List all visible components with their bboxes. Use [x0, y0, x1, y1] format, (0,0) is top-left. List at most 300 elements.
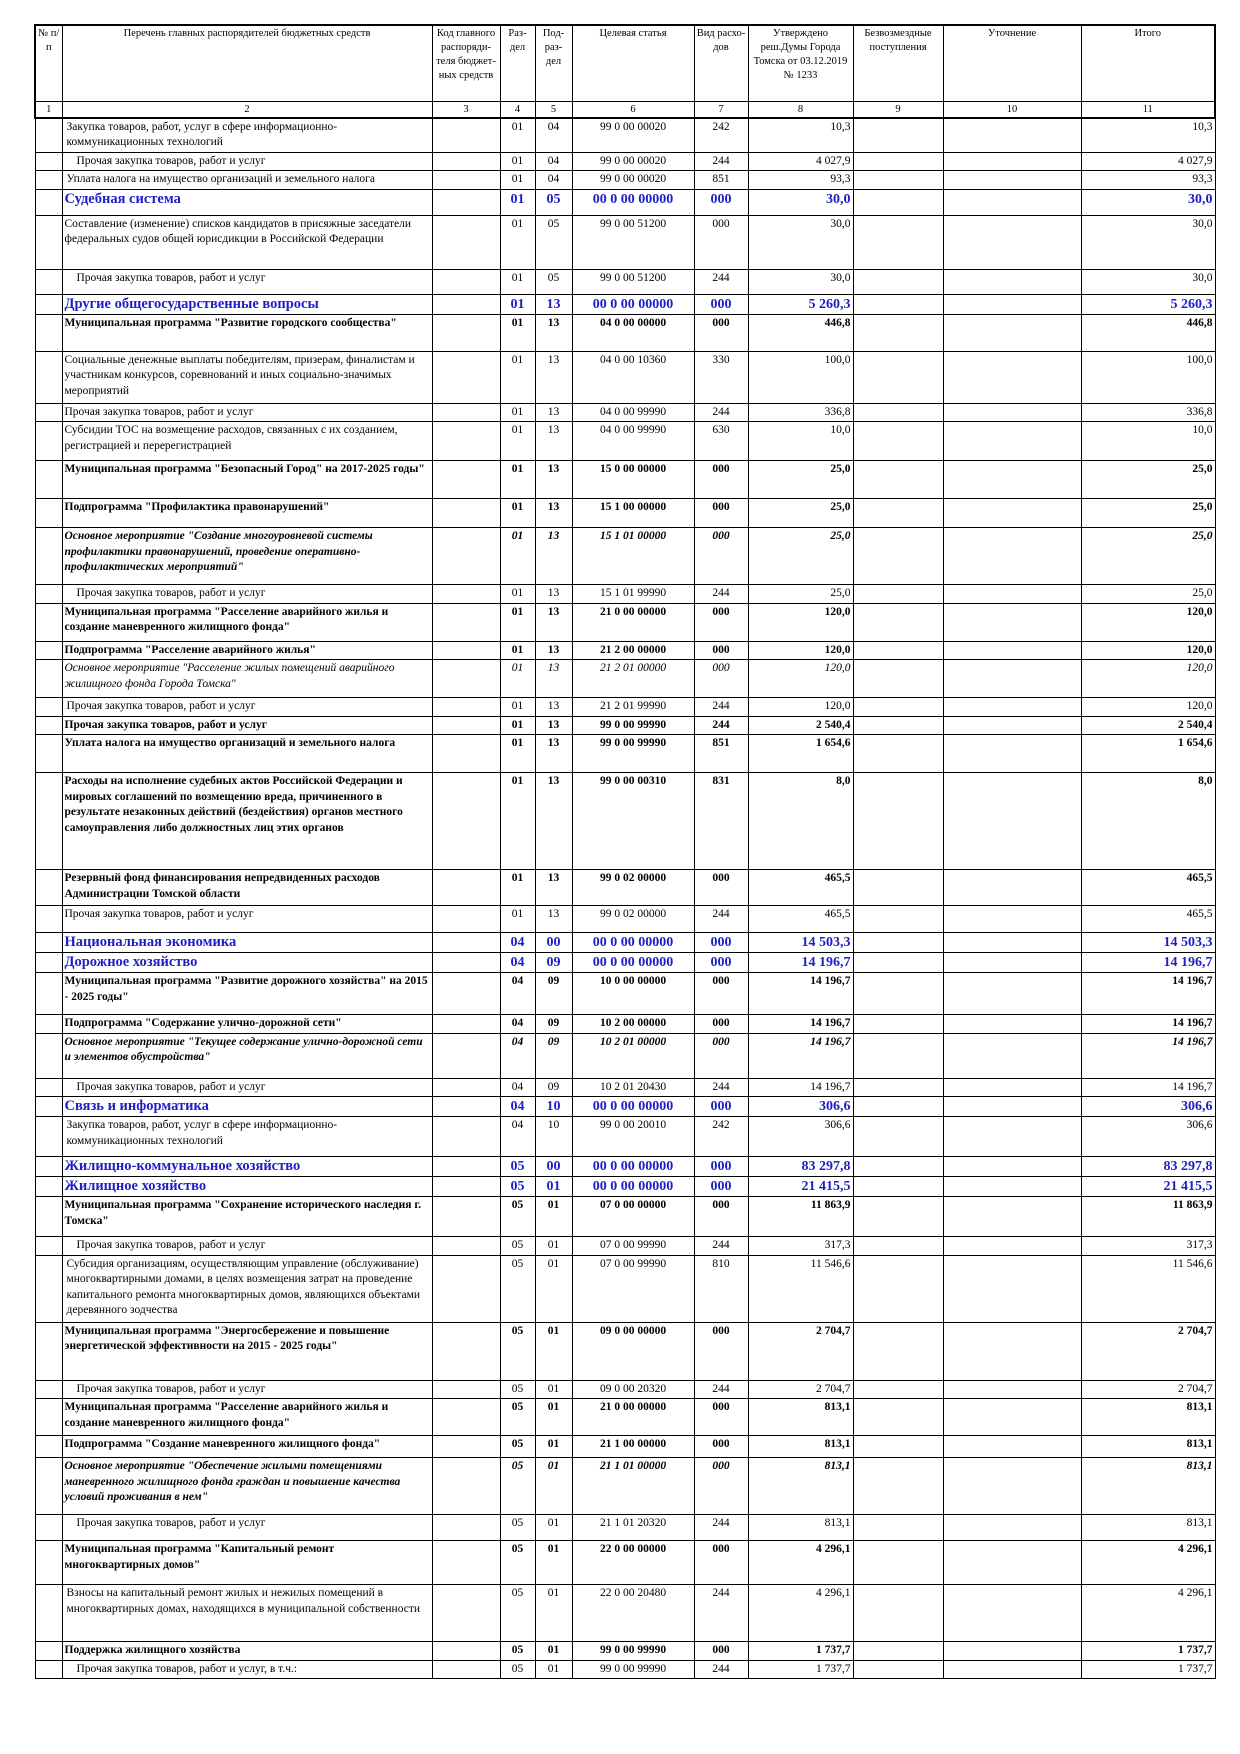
cell-distributor-code	[432, 1322, 500, 1380]
cell-total: 813,1	[1081, 1458, 1215, 1515]
cell-item-name: Основное мероприятие "Текущее содержание улично-дорожной сети и элементов обустройства"	[62, 1033, 432, 1078]
cell-distributor-code	[432, 953, 500, 973]
cell-distributor-code	[432, 1541, 500, 1585]
cell-distributor-code	[432, 1097, 500, 1117]
cell-subsection: 01	[535, 1255, 572, 1322]
cell-subsection: 13	[535, 499, 572, 528]
cell-distributor-code	[432, 1515, 500, 1541]
cell-target-article: 04 0 00 00000	[572, 314, 694, 351]
cell-item-name: Жилищно-коммунальное хозяйство	[62, 1157, 432, 1177]
cell-approved: 2 540,4	[748, 716, 853, 735]
cell-distributor-code	[432, 1380, 500, 1399]
cell-distributor-code	[432, 1237, 500, 1256]
table-row	[35, 1255, 1215, 1322]
cell-approved: 120,0	[748, 641, 853, 660]
cell-clarification	[943, 422, 1081, 461]
cell-clarification	[943, 118, 1081, 153]
cell-expense-type: 000	[694, 933, 748, 953]
cell-expense-type: 000	[694, 1458, 748, 1515]
cell-item-name: Прочая закупка товаров, работ и услуг	[62, 1515, 432, 1541]
cell-target-article: 21 1 01 20320	[572, 1515, 694, 1541]
table-row	[35, 1237, 1215, 1256]
cell-subsection: 13	[535, 870, 572, 906]
cell-distributor-code	[432, 118, 500, 153]
cell-item-name: Муниципальная программа "Расселение аварийного жилья и создание маневренного жилищного фонда"	[62, 603, 432, 641]
cell-subsection: 04	[535, 152, 572, 171]
cell-section: 01	[500, 351, 535, 403]
cell-free-receipts	[853, 1515, 943, 1541]
cell-expense-type: 851	[694, 735, 748, 773]
cell-approved: 11 546,6	[748, 1255, 853, 1322]
cell-total: 306,6	[1081, 1097, 1215, 1117]
cell-approved: 5 260,3	[748, 294, 853, 314]
cell-subsection: 13	[535, 716, 572, 735]
cell-clarification	[943, 1117, 1081, 1157]
cell-number	[35, 461, 62, 499]
table-row	[35, 660, 1215, 698]
cell-subsection: 01	[535, 1380, 572, 1399]
cell-section: 05	[500, 1237, 535, 1256]
cell-subsection: 13	[535, 351, 572, 403]
cell-free-receipts	[853, 1015, 943, 1034]
cell-distributor-code	[432, 660, 500, 698]
cell-subsection: 01	[535, 1642, 572, 1661]
cell-target-article: 15 0 00 00000	[572, 461, 694, 499]
cell-clarification	[943, 1436, 1081, 1458]
cell-clarification	[943, 1541, 1081, 1585]
cell-target-article: 09 0 00 20320	[572, 1380, 694, 1399]
cell-item-name: Прочая закупка товаров, работ и услуг	[62, 1237, 432, 1256]
cell-free-receipts	[853, 933, 943, 953]
cell-free-receipts	[853, 351, 943, 403]
cell-clarification	[943, 1458, 1081, 1515]
cell-subsection: 13	[535, 314, 572, 351]
cell-subsection: 13	[535, 294, 572, 314]
cell-total: 25,0	[1081, 499, 1215, 528]
cell-expense-type: 000	[694, 641, 748, 660]
cell-total: 11 863,9	[1081, 1197, 1215, 1237]
cell-section: 01	[500, 641, 535, 660]
cell-approved: 14 196,7	[748, 953, 853, 973]
cell-number	[35, 314, 62, 351]
cell-item-name: Прочая закупка товаров, работ и услуг	[62, 1078, 432, 1097]
cell-free-receipts	[853, 461, 943, 499]
cell-section: 01	[500, 189, 535, 215]
cell-expense-type: 244	[694, 1078, 748, 1097]
cell-item-name: Другие общегосударственные вопросы	[62, 294, 432, 314]
cell-item-name: Уплата налога на имущество организаций и земельного налога	[62, 735, 432, 773]
cell-target-article: 10 2 00 00000	[572, 1015, 694, 1034]
cell-item-name: Подпрограмма "Создание маневренного жилищного фонда"	[62, 1436, 432, 1458]
cell-approved: 336,8	[748, 403, 853, 422]
cell-section: 05	[500, 1399, 535, 1436]
cell-item-name: Муниципальная программа "Развитие городского сообщества"	[62, 314, 432, 351]
cell-distributor-code	[432, 1660, 500, 1679]
cell-target-article: 99 0 02 00000	[572, 906, 694, 933]
cell-number	[35, 1436, 62, 1458]
cell-free-receipts	[853, 1322, 943, 1380]
cell-expense-type: 851	[694, 171, 748, 190]
cell-item-name: Национальная экономика	[62, 933, 432, 953]
cell-free-receipts	[853, 773, 943, 870]
cell-total: 11 546,6	[1081, 1255, 1215, 1322]
cell-free-receipts	[853, 403, 943, 422]
cell-section: 05	[500, 1660, 535, 1679]
cell-number	[35, 1458, 62, 1515]
cell-clarification	[943, 1585, 1081, 1642]
cell-item-name: Субсидии ТОС на возмещение расходов, связанных с их созданием, регистрацией и перерегистрацией	[62, 422, 432, 461]
cell-total: 306,6	[1081, 1117, 1215, 1157]
cell-number	[35, 1033, 62, 1078]
cell-item-name: Закупка товаров, работ, услуг в сфере информационно-коммуникационных технологий	[62, 118, 432, 153]
cell-total: 25,0	[1081, 461, 1215, 499]
cell-expense-type: 000	[694, 1436, 748, 1458]
cell-free-receipts	[853, 1585, 943, 1642]
cell-target-article: 07 0 00 00000	[572, 1197, 694, 1237]
cell-approved: 120,0	[748, 660, 853, 698]
table-row	[35, 973, 1215, 1015]
table-row	[35, 933, 1215, 953]
table-row	[35, 1541, 1215, 1585]
cell-clarification	[943, 351, 1081, 403]
table-body	[35, 118, 1215, 1679]
cell-approved: 30,0	[748, 215, 853, 269]
cell-number	[35, 171, 62, 190]
cell-target-article: 00 0 00 00000	[572, 953, 694, 973]
cell-section: 05	[500, 1380, 535, 1399]
cell-section: 04	[500, 1033, 535, 1078]
cell-subsection: 13	[535, 698, 572, 717]
cell-subsection: 09	[535, 1033, 572, 1078]
cell-section: 01	[500, 461, 535, 499]
cell-total: 813,1	[1081, 1515, 1215, 1541]
cell-approved: 11 863,9	[748, 1197, 853, 1237]
cell-item-name: Прочая закупка товаров, работ и услуг	[62, 585, 432, 604]
cell-distributor-code	[432, 1078, 500, 1097]
cell-target-article: 07 0 00 99990	[572, 1255, 694, 1322]
cell-target-article: 00 0 00 00000	[572, 1097, 694, 1117]
cell-section: 01	[500, 215, 535, 269]
cell-approved: 813,1	[748, 1458, 853, 1515]
cell-distributor-code	[432, 641, 500, 660]
cell-target-article: 99 0 00 00020	[572, 171, 694, 190]
cell-section: 05	[500, 1642, 535, 1661]
cell-subsection: 00	[535, 933, 572, 953]
cell-target-article: 00 0 00 00000	[572, 1157, 694, 1177]
budget-table	[34, 24, 1216, 1679]
cell-distributor-code	[432, 585, 500, 604]
table-row	[35, 603, 1215, 641]
table-row	[35, 585, 1215, 604]
cell-free-receipts	[853, 171, 943, 190]
cell-clarification	[943, 1177, 1081, 1197]
cell-number	[35, 189, 62, 215]
cell-subsection: 01	[535, 1399, 572, 1436]
table-row	[35, 906, 1215, 933]
cell-target-article: 21 2 01 99990	[572, 698, 694, 717]
cell-clarification	[943, 314, 1081, 351]
cell-free-receipts	[853, 528, 943, 585]
cell-item-name: Прочая закупка товаров, работ и услуг	[62, 698, 432, 717]
table-row	[35, 314, 1215, 351]
cell-target-article: 21 1 00 00000	[572, 1436, 694, 1458]
cell-approved: 306,6	[748, 1097, 853, 1117]
cell-number	[35, 641, 62, 660]
cell-item-name: Закупка товаров, работ, услуг в сфере информационно-коммуникационных технологий	[62, 1117, 432, 1157]
cell-number	[35, 215, 62, 269]
cell-approved: 120,0	[748, 603, 853, 641]
cell-expense-type: 000	[694, 1399, 748, 1436]
cell-clarification	[943, 1015, 1081, 1034]
cell-item-name: Прочая закупка товаров, работ и услуг	[62, 906, 432, 933]
cell-total: 336,8	[1081, 403, 1215, 422]
cell-total: 465,5	[1081, 906, 1215, 933]
cell-distributor-code	[432, 461, 500, 499]
cell-clarification	[943, 698, 1081, 717]
cell-expense-type: 244	[694, 1237, 748, 1256]
cell-number	[35, 1255, 62, 1322]
cell-subsection: 01	[535, 1458, 572, 1515]
cell-item-name: Подпрограмма "Расселение аварийного жилья"	[62, 641, 432, 660]
cell-target-article: 22 0 00 00000	[572, 1541, 694, 1585]
cell-approved: 14 503,3	[748, 933, 853, 953]
cell-section: 01	[500, 422, 535, 461]
cell-subsection: 13	[535, 906, 572, 933]
cell-free-receipts	[853, 269, 943, 294]
cell-total: 14 196,7	[1081, 973, 1215, 1015]
cell-target-article: 10 2 01 20430	[572, 1078, 694, 1097]
cell-distributor-code	[432, 189, 500, 215]
cell-number	[35, 735, 62, 773]
cell-clarification	[943, 189, 1081, 215]
cell-total: 465,5	[1081, 870, 1215, 906]
cell-clarification	[943, 294, 1081, 314]
cell-item-name: Субсидия организациям, осуществляющим управление (обслуживание) многоквартирными домами, в целях возмещения затрат на проведение капитального ремонта многоквартирных домов, являющихся объектами деревянного зодчества	[62, 1255, 432, 1322]
cell-target-article: 99 0 00 00310	[572, 773, 694, 870]
header-section: Раз-дел	[500, 25, 535, 101]
cell-free-receipts	[853, 1541, 943, 1585]
cell-item-name: Взносы на капитальный ремонт жилых и нежилых помещений в многоквартирных домах, находящихся в муниципальной собственности	[62, 1585, 432, 1642]
cell-expense-type: 244	[694, 585, 748, 604]
cell-free-receipts	[853, 1157, 943, 1177]
cell-subsection: 13	[535, 735, 572, 773]
cell-section: 01	[500, 698, 535, 717]
cell-clarification	[943, 660, 1081, 698]
cell-distributor-code	[432, 403, 500, 422]
table-row	[35, 215, 1215, 269]
cell-subsection: 01	[535, 1177, 572, 1197]
table-row	[35, 1380, 1215, 1399]
table-row	[35, 1177, 1215, 1197]
cell-free-receipts	[853, 1117, 943, 1157]
table-row	[35, 773, 1215, 870]
table-row	[35, 422, 1215, 461]
cell-expense-type: 330	[694, 351, 748, 403]
cell-free-receipts	[853, 1436, 943, 1458]
cell-item-name: Подпрограмма "Профилактика правонарушений"	[62, 499, 432, 528]
cell-target-article: 99 0 00 99990	[572, 735, 694, 773]
cell-item-name: Прочая закупка товаров, работ и услуг	[62, 1380, 432, 1399]
cell-total: 813,1	[1081, 1436, 1215, 1458]
cell-subsection: 01	[535, 1585, 572, 1642]
cell-free-receipts	[853, 215, 943, 269]
header-clarification: Уточнение	[943, 25, 1081, 101]
cell-expense-type: 244	[694, 269, 748, 294]
cell-approved: 2 704,7	[748, 1322, 853, 1380]
cell-expense-type: 000	[694, 1157, 748, 1177]
cell-total: 2 704,7	[1081, 1380, 1215, 1399]
cell-item-name: Резервный фонд финансирования непредвиденных расходов Администрации Томской области	[62, 870, 432, 906]
table-row	[35, 1117, 1215, 1157]
cell-item-name: Прочая закупка товаров, работ и услуг, в т.ч.:	[62, 1660, 432, 1679]
table-row	[35, 1197, 1215, 1237]
cell-distributor-code	[432, 735, 500, 773]
cell-total: 10,0	[1081, 422, 1215, 461]
cell-number	[35, 1322, 62, 1380]
cell-free-receipts	[853, 1458, 943, 1515]
cell-item-name: Основное мероприятие "Обеспечение жилыми помещениями маневренного жилищного фонда граждан и повышение качества условий проживания в нем"	[62, 1458, 432, 1515]
cell-section: 01	[500, 906, 535, 933]
cell-total: 93,3	[1081, 171, 1215, 190]
cell-number	[35, 1585, 62, 1642]
cell-approved: 14 196,7	[748, 1078, 853, 1097]
cell-subsection: 13	[535, 585, 572, 604]
cell-clarification	[943, 1197, 1081, 1237]
cell-number	[35, 1399, 62, 1436]
cell-approved: 83 297,8	[748, 1157, 853, 1177]
cell-expense-type: 000	[694, 1642, 748, 1661]
cell-subsection: 13	[535, 528, 572, 585]
cell-section: 05	[500, 1515, 535, 1541]
cell-target-article: 99 0 00 99990	[572, 1642, 694, 1661]
cell-subsection: 09	[535, 1078, 572, 1097]
cell-item-name: Жилищное хозяйство	[62, 1177, 432, 1197]
cell-expense-type: 000	[694, 528, 748, 585]
cell-expense-type: 000	[694, 1197, 748, 1237]
cell-target-article: 15 1 01 99990	[572, 585, 694, 604]
cell-clarification	[943, 1642, 1081, 1661]
cell-section: 04	[500, 1117, 535, 1157]
cell-target-article: 21 2 00 00000	[572, 641, 694, 660]
cell-number	[35, 294, 62, 314]
cell-item-name: Расходы на исполнение судебных актов Российской Федерации и мировых соглашений по возмещению вреда, причиненного в результате незаконных действий (бездействия) органов местного самоуправления либо должностных лиц этих органов	[62, 773, 432, 870]
table-row	[35, 698, 1215, 717]
cell-subsection: 01	[535, 1436, 572, 1458]
cell-approved: 25,0	[748, 499, 853, 528]
header-approved: Утверждено реш.Думы Города Томска от 03.12.2019 № 1233	[748, 25, 853, 101]
cell-expense-type: 244	[694, 152, 748, 171]
cell-subsection: 13	[535, 641, 572, 660]
cell-approved: 306,6	[748, 1117, 853, 1157]
cell-distributor-code	[432, 698, 500, 717]
cell-free-receipts	[853, 585, 943, 604]
cell-clarification	[943, 603, 1081, 641]
table-row	[35, 269, 1215, 294]
cell-target-article: 99 0 00 99990	[572, 716, 694, 735]
cell-number	[35, 351, 62, 403]
cell-approved: 465,5	[748, 906, 853, 933]
cell-clarification	[943, 933, 1081, 953]
cell-expense-type: 000	[694, 1177, 748, 1197]
cell-total: 813,1	[1081, 1399, 1215, 1436]
cell-expense-type: 000	[694, 660, 748, 698]
cell-expense-type: 244	[694, 716, 748, 735]
cell-subsection: 05	[535, 269, 572, 294]
cell-distributor-code	[432, 422, 500, 461]
cell-section: 04	[500, 973, 535, 1015]
cell-total: 5 260,3	[1081, 294, 1215, 314]
cell-approved: 813,1	[748, 1436, 853, 1458]
cell-section: 01	[500, 294, 535, 314]
cell-total: 10,3	[1081, 118, 1215, 153]
cell-number	[35, 1015, 62, 1034]
cell-distributor-code	[432, 1399, 500, 1436]
cell-free-receipts	[853, 294, 943, 314]
cell-item-name: Поддержка жилищного хозяйства	[62, 1642, 432, 1661]
cell-distributor-code	[432, 215, 500, 269]
cell-target-article: 09 0 00 00000	[572, 1322, 694, 1380]
cell-item-name: Муниципальная программа "Развитие дорожного хозяйства" на 2015 - 2025 годы"	[62, 973, 432, 1015]
cell-clarification	[943, 1033, 1081, 1078]
cell-clarification	[943, 1660, 1081, 1679]
cell-expense-type: 244	[694, 403, 748, 422]
cell-free-receipts	[853, 641, 943, 660]
cell-total: 4 296,1	[1081, 1585, 1215, 1642]
cell-approved: 21 415,5	[748, 1177, 853, 1197]
cell-section: 04	[500, 1078, 535, 1097]
cell-free-receipts	[853, 1380, 943, 1399]
cell-expense-type: 831	[694, 773, 748, 870]
cell-free-receipts	[853, 1197, 943, 1237]
cell-subsection: 01	[535, 1322, 572, 1380]
cell-free-receipts	[853, 603, 943, 641]
budget-document-page	[34, 24, 1214, 1679]
cell-approved: 465,5	[748, 870, 853, 906]
cell-target-article: 15 1 01 00000	[572, 528, 694, 585]
cell-approved: 30,0	[748, 189, 853, 215]
cell-free-receipts	[853, 1078, 943, 1097]
cell-target-article: 00 0 00 00000	[572, 189, 694, 215]
cell-approved: 14 196,7	[748, 1033, 853, 1078]
cell-approved: 14 196,7	[748, 1015, 853, 1034]
cell-clarification	[943, 953, 1081, 973]
cell-section: 05	[500, 1177, 535, 1197]
column-number: 7	[694, 101, 748, 118]
cell-number	[35, 660, 62, 698]
table-row	[35, 528, 1215, 585]
cell-section: 04	[500, 933, 535, 953]
cell-approved: 317,3	[748, 1237, 853, 1256]
cell-clarification	[943, 1078, 1081, 1097]
cell-section: 01	[500, 499, 535, 528]
cell-section: 01	[500, 870, 535, 906]
cell-section: 05	[500, 1255, 535, 1322]
cell-number	[35, 1157, 62, 1177]
table-row	[35, 1033, 1215, 1078]
cell-distributor-code	[432, 528, 500, 585]
cell-distributor-code	[432, 294, 500, 314]
cell-section: 01	[500, 716, 535, 735]
header-distributor-code: Код главного распоряди-теля бюджет-ных средств	[432, 25, 500, 101]
cell-expense-type: 244	[694, 1380, 748, 1399]
cell-distributor-code	[432, 1255, 500, 1322]
cell-total: 317,3	[1081, 1237, 1215, 1256]
cell-approved: 100,0	[748, 351, 853, 403]
cell-expense-type: 000	[694, 215, 748, 269]
cell-item-name: Муниципальная программа "Сохранение исторического наследия г. Томска"	[62, 1197, 432, 1237]
cell-distributor-code	[432, 1458, 500, 1515]
cell-total: 1 654,6	[1081, 735, 1215, 773]
